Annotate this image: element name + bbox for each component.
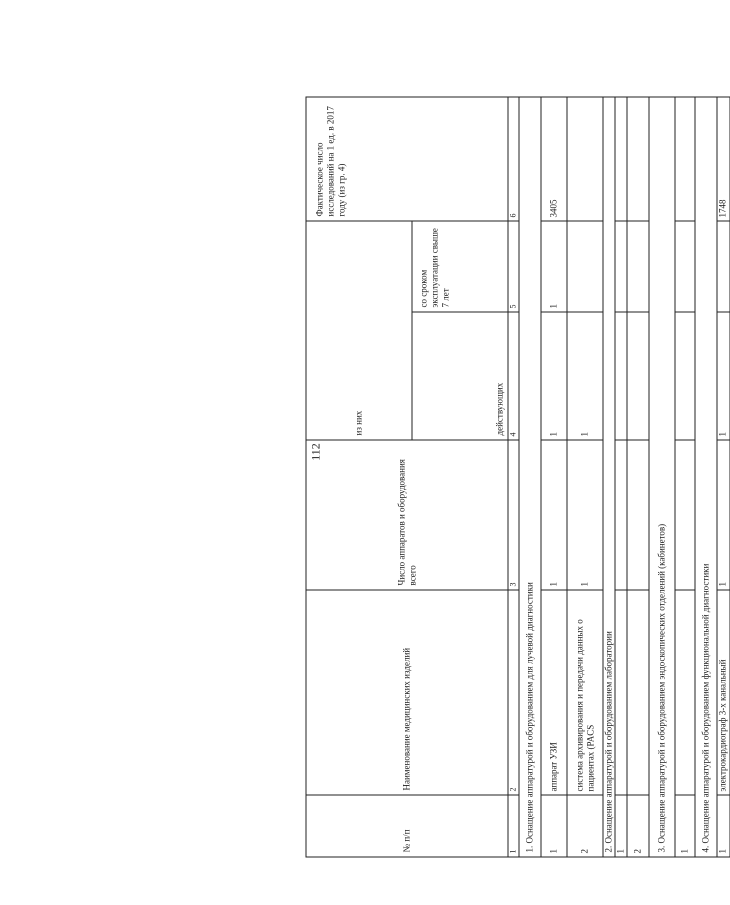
column-number: 4 [508, 312, 519, 440]
cell-total: 1 [716, 440, 729, 590]
cell-total [626, 440, 648, 590]
header-over7: со сроком эксплуатации свыше 7 лет [412, 220, 508, 311]
column-number: 2 [508, 590, 519, 795]
column-number: 3 [508, 440, 519, 590]
cell-total: 1 [567, 440, 603, 590]
column-numbers-row [508, 96, 519, 856]
equipment-table [305, 96, 730, 857]
header-name: Наименование медицинских изделий [306, 590, 508, 795]
cell-actual: 3405 [541, 96, 567, 220]
table-row [567, 96, 603, 856]
cell-num: 2 [567, 795, 603, 857]
section-title: 4. Оснащение аппаратурой и оборудованием функциональной диагностики [694, 96, 716, 856]
column-number: 6 [508, 96, 519, 220]
cell-active: 1 [541, 312, 567, 440]
section-title: 3. Оснащение аппаратурой и оборудованием эндоскопических отделений (кабинетов) [648, 96, 674, 856]
cell-num: 1 [541, 795, 567, 857]
cell-name [626, 590, 648, 795]
header-total: Число аппаратов и оборудования всего [306, 440, 508, 590]
section-row [648, 96, 674, 856]
column-number: 5 [508, 220, 519, 311]
cell-active: 1 [567, 312, 603, 440]
equipment-table-container [305, 97, 728, 857]
cell-total [615, 440, 627, 590]
section-title: 2. Оснащение аппаратурой и оборудованием лаборатории [603, 96, 615, 856]
cell-active [615, 312, 627, 440]
cell-over7 [615, 220, 627, 311]
cell-total [674, 440, 694, 590]
cell-actual [626, 96, 648, 220]
page-number: 112 [308, 443, 323, 461]
cell-over7 [626, 220, 648, 311]
cell-active: 1 [716, 312, 729, 440]
cell-actual [674, 96, 694, 220]
cell-num: 1 [674, 795, 694, 857]
cell-num: 1 [716, 795, 729, 857]
table-row [541, 96, 567, 856]
cell-name: система архивирования и передачи данных о пациентах (PACS [567, 590, 603, 795]
cell-over7 [674, 220, 694, 311]
table-row [615, 96, 627, 856]
section-row [694, 96, 716, 856]
cell-name [674, 590, 694, 795]
section-row [519, 96, 541, 856]
cell-name: электрокардиограф 3-х канальный [716, 590, 729, 795]
section-title: 1. Оснащение аппаратурой и оборудованием для лучевой диагностики [519, 96, 541, 856]
header-active: действующих [412, 312, 508, 440]
table-row [716, 96, 729, 856]
section-row [603, 96, 615, 856]
cell-name [615, 590, 627, 795]
column-number: 1 [508, 795, 519, 857]
cell-actual [567, 96, 603, 220]
cell-active [626, 312, 648, 440]
header-actual: Фактическое число исследований на 1 ед. в 2017 году (из гр. 4) [306, 96, 508, 220]
cell-active [674, 312, 694, 440]
cell-over7: 1 [541, 220, 567, 311]
cell-name: аппарат УЗИ [541, 590, 567, 795]
cell-total: 1 [541, 440, 567, 590]
cell-over7 [716, 220, 729, 311]
cell-actual [615, 96, 627, 220]
table-row [626, 96, 648, 856]
cell-num: 1 [615, 795, 627, 857]
cell-num: 2 [626, 795, 648, 857]
header-of-them: из них [306, 220, 412, 439]
cell-over7 [567, 220, 603, 311]
table-row [674, 96, 694, 856]
cell-actual: 1748 [716, 96, 729, 220]
header-num: № п/п [306, 795, 508, 857]
